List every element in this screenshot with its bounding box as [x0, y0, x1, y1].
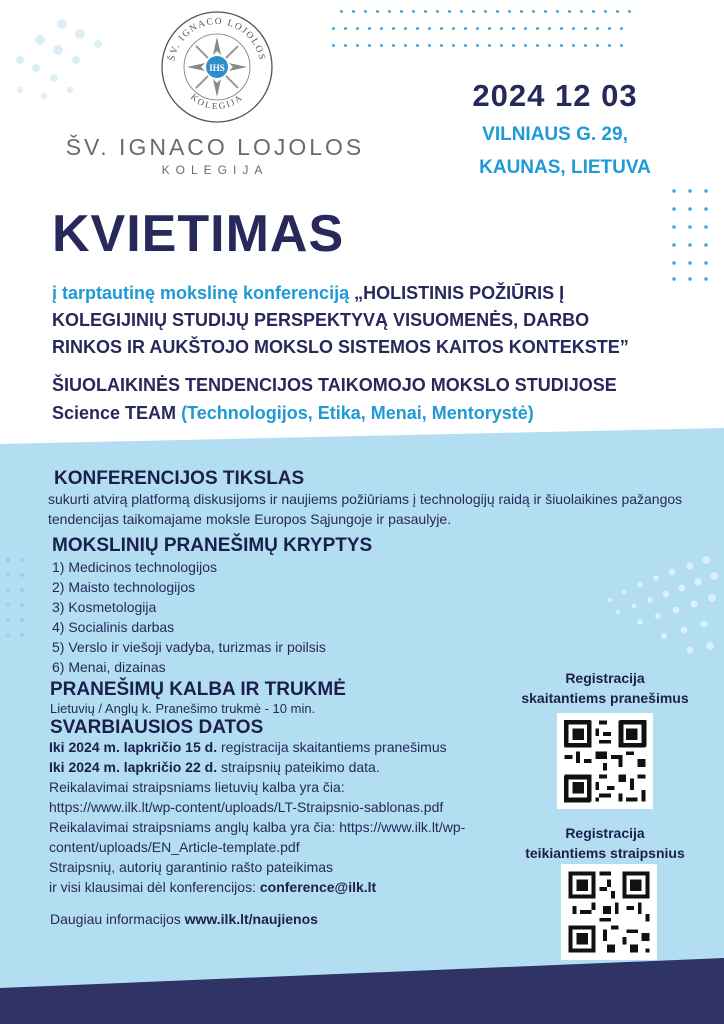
event-date: 2024 12 03	[472, 78, 638, 113]
registration-speakers-line1: Registracija	[565, 670, 645, 686]
intro-lead: į tarptautinę mokslinę konferenciją	[52, 283, 350, 303]
goal-text: sukurti atvirą platformą diskusijoms ir naujiems požiūriams į technologijų raidą ir šiuolaikines pažangos tendencijas taikomajame moksle Europos Sąjungoje ir pasaulyje.	[48, 491, 683, 527]
intro-quote-line3: RINKOS IR AUKŠTOJO MOKSLO SISTEMOS KAITOS KONTEKSTE”	[52, 337, 629, 357]
svg-text:ŠV. IGNACO LOJOLOS: ŠV. IGNACO LOJOLOS	[167, 16, 267, 62]
registration-articles-label	[505, 823, 705, 863]
college-subtitle: KOLEGIJA	[161, 163, 269, 177]
qr-code-icon[interactable]	[561, 864, 657, 960]
intro-quote-line2: KOLEGIJINIŲ STUDIJŲ PERSPEKTYVĄ VISUOMENĖS, DARBO	[52, 310, 590, 330]
page-title: KVIETIMAS	[52, 205, 345, 263]
dots-decoration	[332, 10, 631, 47]
svg-text:KOLEGIJA: KOLEGIJA	[188, 91, 246, 112]
list-item: 1) Medicinos technologijos	[52, 559, 217, 575]
directions-list	[52, 557, 326, 677]
event-address-line1: VILNIAUS G. 29,	[482, 124, 628, 145]
goal-heading: KONFERENCIJOS TIKSLAS	[54, 468, 305, 489]
registration-articles-line2: teikiantiems straipsnius	[525, 845, 685, 861]
contact-line2: ir visi klausimai dėl konferencijos:	[49, 879, 260, 895]
language-heading: PRANEŠIMŲ KALBA IR TRUKMĖ	[50, 679, 346, 700]
date-2-text: straipsnių pateikimo data.	[217, 759, 380, 775]
date-1-bold: Iki 2024 m. lapkričio 15 d.	[49, 739, 218, 755]
team-detail: (Technologijos, Etika, Menai, Mentorystė)	[181, 403, 534, 423]
list-item: 5) Verslo ir viešoji vadyba, turizmas ir poilsis	[52, 639, 326, 655]
event-address-line2: KAUNAS, LIETUVA	[479, 157, 651, 178]
list-item: 4) Socialinis darbas	[52, 619, 175, 635]
conference-subtitle: ŠIUOLAIKINĖS TENDENCIJOS TAIKOMOJO MOKSLO STUDIJOSE	[52, 375, 617, 395]
conference-intro	[52, 280, 692, 361]
team-name: Science TEAM	[52, 403, 177, 423]
registration-articles-line1: Registracija	[565, 825, 645, 841]
date-2-bold: Iki 2024 m. lapkričio 22 d.	[49, 759, 218, 775]
registration-speakers-line2: skaitantiems pranešimus	[521, 690, 689, 706]
date-1-text: registracija skaitantiems pranešimus	[217, 739, 447, 755]
contact-email-link[interactable]: conference@ilk.lt	[259, 879, 377, 895]
dates-block	[49, 737, 539, 897]
requirements-en-line1[interactable]: Reikalavimai straipsniams anglų kalba yra čia: https://www.ilk.lt/wp-	[49, 819, 466, 835]
college-name: ŠV. IGNACO LOJOLOS	[65, 134, 365, 160]
qr-code-icon[interactable]	[557, 713, 653, 809]
jesuit-seal-icon	[160, 10, 274, 124]
requirements-en-line2[interactable]: content/uploads/EN_Article-template.pdf	[49, 839, 300, 855]
dates-heading: SVARBIAUSIOS DATOS	[50, 717, 264, 738]
list-item: 6) Menai, dizainas	[52, 659, 166, 675]
registration-speakers-label	[505, 668, 705, 708]
intro-quote-line1: „HOLISTINIS POŽIŪRIS Į	[354, 283, 565, 303]
language-text: Lietuvių / Anglų k. Pranešimo trukmė - 10 min.	[50, 701, 316, 716]
requirements-lt-link[interactable]: https://www.ilk.lt/wp-content/uploads/LT-Straipsnio-sablonas.pdf	[49, 799, 444, 815]
svg-text:IHS: IHS	[209, 63, 225, 73]
requirements-lt-label: Reikalavimai straipsniams lietuvių kalba yra čia:	[49, 779, 345, 795]
dots-decoration-right	[668, 185, 718, 283]
list-item: 3) Kosmetologija	[52, 599, 157, 615]
more-info	[50, 909, 530, 929]
more-info-text: Daugiau informacijos	[50, 911, 185, 927]
team-line	[52, 403, 692, 424]
directions-heading: MOKSLINIŲ PRANEŠIMŲ KRYPTYS	[52, 535, 373, 556]
list-item: 2) Maisto technologijos	[52, 579, 196, 595]
contact-line1: Straipsnių, autorių garantinio rašto pateikimas	[49, 859, 334, 875]
more-info-link[interactable]: www.ilk.lt/naujienos	[184, 911, 318, 927]
